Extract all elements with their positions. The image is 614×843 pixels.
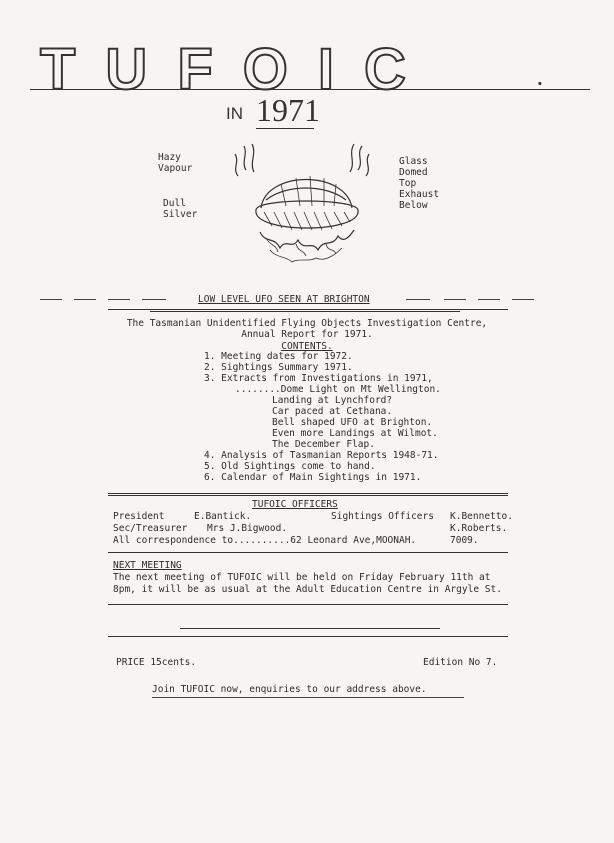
- dash: [406, 299, 430, 300]
- masthead-rule: [30, 89, 590, 90]
- label-top: Top: [399, 178, 417, 189]
- masthead-title: TUFOIC: [40, 37, 436, 102]
- label-below: Below: [399, 200, 428, 211]
- report-title-line: Annual Report for 1971.: [241, 329, 373, 340]
- year: 1971: [256, 92, 320, 128]
- join-underline: [152, 697, 464, 698]
- label-silver: Silver: [163, 209, 198, 220]
- sightings-officer-2: K.Roberts.: [450, 523, 508, 534]
- label-hazy: Hazy: [158, 152, 181, 163]
- next-meeting-text-1: The next meeting of TUFOIC will be held on Friday February 11th at: [113, 572, 491, 583]
- sightings-label: Sightings Officers: [331, 511, 434, 522]
- headline: LOW LEVEL UFO SEEN AT BRIGHTON: [198, 294, 370, 305]
- in-label: IN: [226, 104, 243, 123]
- price: PRICE 15cents.: [116, 657, 197, 668]
- label-domed: Domed: [399, 167, 428, 178]
- dash: [108, 299, 130, 300]
- next-meeting-title: NEXT MEETING: [113, 560, 182, 571]
- contents-item: ........Dome Light on Mt Wellington.: [235, 384, 441, 395]
- contents-title: CONTENTS.: [281, 341, 333, 352]
- section-rule: [108, 552, 508, 553]
- contents-item: 3. Extracts from Investigations in 1971,: [204, 373, 433, 384]
- masthead-title-dot: .: [536, 60, 544, 91]
- officers-title: TUFOIC OFFICERS: [252, 499, 338, 510]
- year-underline: [256, 128, 314, 129]
- postcode: 7009.: [450, 535, 479, 546]
- label-group-left: [158, 152, 192, 174]
- label-dull: Dull: [163, 198, 186, 209]
- president-name: E.Bantick.: [194, 511, 252, 522]
- contents-item: 6. Calendar of Main Sightings in 1971.: [204, 472, 422, 483]
- correspondence-address: All correspondence to..........62 Leonard Ave,MOONAH.: [113, 535, 417, 546]
- contents-item: Landing at Lynchford?: [272, 395, 393, 406]
- contents-list: [204, 351, 441, 483]
- ufo-drawing: [226, 140, 386, 280]
- label-group-right: [399, 156, 439, 211]
- contents-item: 2. Sightings Summary 1971.: [204, 362, 353, 373]
- dash: [444, 299, 466, 300]
- contents-item: Bell shaped UFO at Brighton.: [272, 417, 433, 428]
- join-message: Join TUFOIC now, enquiries to our address above.: [152, 684, 427, 695]
- label-exhaust: Exhaust: [399, 189, 440, 200]
- label-vapour: Vapour: [158, 163, 193, 174]
- report-org-line: The Tasmanian Unidentified Flying Objects Investigation Centre,: [126, 318, 488, 329]
- dash: [512, 299, 534, 300]
- label-glass: Glass: [399, 156, 428, 167]
- dash: [74, 299, 96, 300]
- edition-number: Edition No 7.: [423, 657, 498, 668]
- section-rule: [108, 636, 508, 637]
- dash: [478, 299, 500, 300]
- contents-item: Even more Landings at Wilmot.: [272, 428, 438, 439]
- president-label: President: [113, 511, 165, 522]
- contents-item: 5. Old Sightings come to hand.: [204, 461, 376, 472]
- section-rule: [108, 309, 508, 310]
- contents-item: Car paced at Cethana.: [272, 406, 393, 417]
- contents-item: 4. Analysis of Tasmanian Reports 1948-71.: [204, 450, 439, 461]
- next-meeting-text-2: 8pm, it will be as usual at the Adult Education Centre in Argyle St.: [113, 584, 502, 595]
- secretary-name: Mrs J.Bigwood.: [207, 523, 288, 534]
- label-group-left-2: [163, 198, 197, 220]
- dash: [40, 299, 62, 300]
- section-rule: [108, 604, 508, 605]
- dash: [142, 299, 166, 300]
- section-rule: [150, 311, 460, 312]
- section-rule: [108, 495, 508, 496]
- contents-item: The December Flap.: [272, 439, 375, 450]
- secretary-label: Sec/Treasurer: [113, 523, 188, 534]
- contents-item: 1. Meeting dates for 1972.: [204, 351, 353, 362]
- section-rule: [180, 628, 440, 629]
- sightings-officer-1: K.Bennetto.: [450, 511, 513, 522]
- section-rule: [108, 493, 508, 494]
